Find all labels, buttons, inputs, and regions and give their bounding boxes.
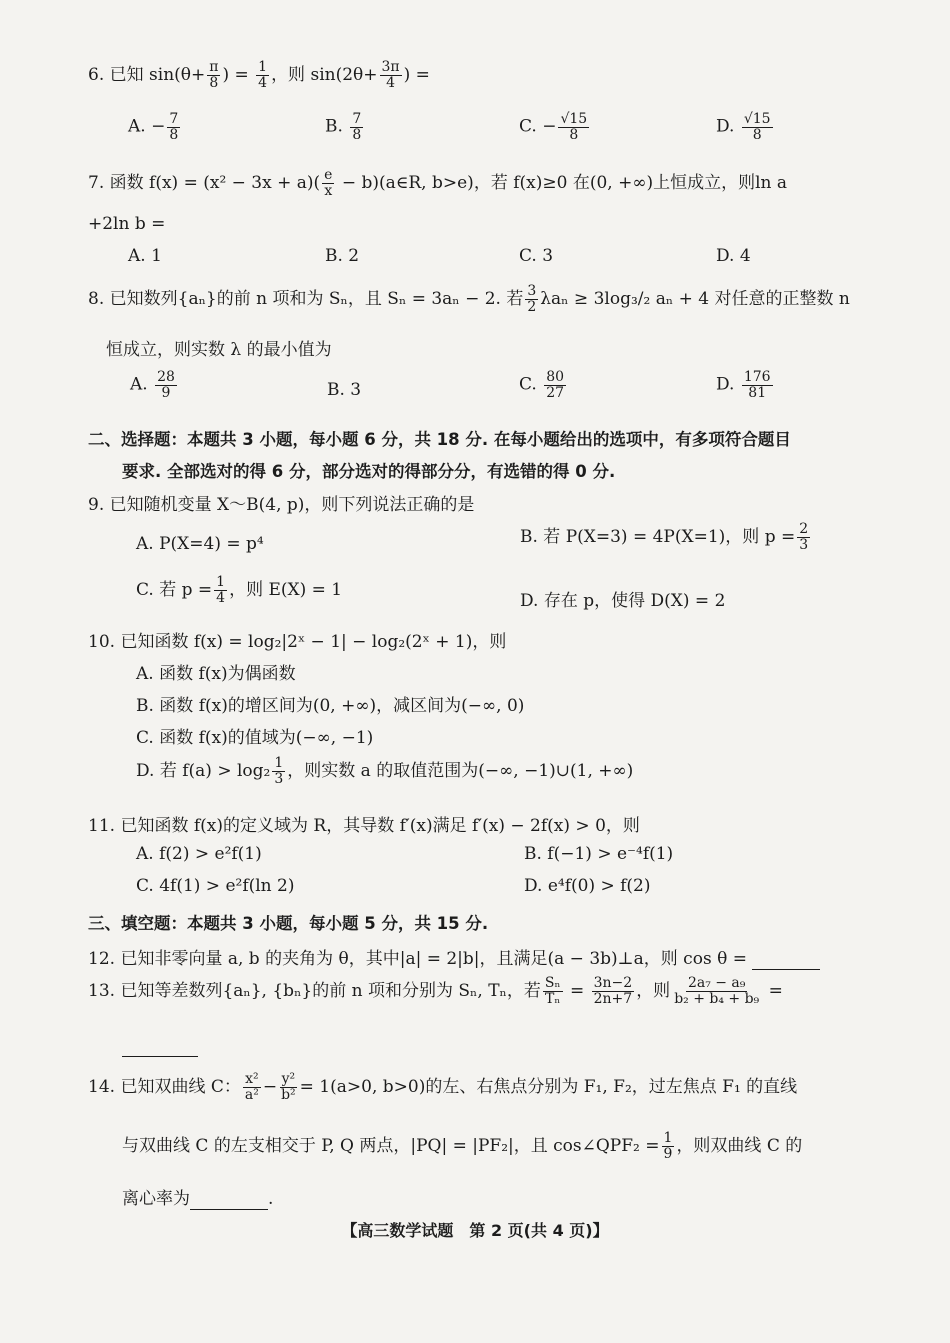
question-11-option-d: D. e⁴f(0) > f(2)	[524, 876, 651, 896]
answer-blank[interactable]	[190, 1189, 268, 1210]
question-8-option-d: D. $\frac{176}{81}$	[716, 369, 771, 401]
question-9-option-d: D. 存在 p，使得 D(X) = 2	[520, 591, 726, 611]
question-8-option-a: A. $\frac{28}{9}$	[130, 369, 175, 401]
section-2-heading-line2: 要求. 全部选对的得 6 分，部分选对的得部分分，有选错的得 0 分.	[122, 462, 616, 481]
fraction: $\frac{1}{9}$	[663, 1130, 673, 1162]
question-10-stem: 10. 已知函数 f(x) = log₂|2ˣ − 1| − log₂(2ˣ + 1)，则	[88, 632, 507, 652]
fraction: $\frac{3n-2}{2n+7}$	[593, 975, 633, 1007]
question-10-option-a: A. 函数 f(x)为偶函数	[136, 664, 296, 684]
question-13-answer-line	[122, 1036, 880, 1057]
fraction: $\frac{3\pi}{4}$	[381, 59, 400, 91]
fraction: $\frac{\text{y²}}{\text{b²}}$	[281, 1071, 296, 1103]
question-9-option-b: B. 若 P(X=3) = 4P(X=1)，则 p = $\frac{2}{3}$	[520, 521, 809, 553]
question-7-stem-line2: +2ln b =	[88, 214, 166, 234]
question-8-option-c: C. $\frac{80}{27}$	[519, 369, 565, 401]
fraction: $\frac{1}{4}$	[258, 59, 268, 91]
question-6-option-d: D. $\frac{√15}{8}$	[716, 111, 771, 143]
answer-blank[interactable]	[752, 949, 820, 970]
question-9-option-c: C. 若 p = $\frac{1}{4}$ ，则 E(X) = 1	[136, 574, 343, 606]
page-footer: 【高三数学试题 第 2 页(共 4 页)】	[341, 1221, 609, 1240]
question-7-option-d: D. 4	[716, 246, 751, 266]
fraction: $\frac{\text{Sₙ}}{\text{Tₙ}}$	[544, 975, 561, 1007]
question-7-stem: 7. 函数 f(x) = (x² − 3x + a)( $\frac{e}{x}$ − b)(a∈R, b>e)，若 f(x)≥0 在(0, +∞)上恒成立，则ln a	[88, 167, 788, 199]
question-6-stem: 6. 已知 sin(θ+ $\frac{\pi}{8}$ ) = $\frac{1}{4}$ ，则 sin(2θ+ $\frac{3\pi}{4}$ ) =	[88, 59, 430, 91]
fraction: $\frac{3}{2}$	[527, 283, 537, 315]
question-14-stem: 14. 已知双曲线 C： $\frac{\text{x²}}{\text{a²}}$ − $\frac{\text{y²}}{\text{b²}}$ = 1(a>0, b>0)的左、右焦点分别为 F₁, F₂，过左焦点 F₁ 的直线	[88, 1071, 798, 1103]
question-8-option-b: B. 3	[327, 380, 362, 400]
fraction: $\frac{\text{x²}}{\text{a²}}$	[244, 1071, 259, 1103]
question-11-stem: 11. 已知函数 f(x)的定义域为 R，其导数 f′(x)满足 f′(x) − 2f(x) > 0，则	[88, 816, 640, 836]
question-10-option-d: D. 若 f(a) > log₂ $\frac{1}{3}$ ，则实数 a 的取值范围为(−∞, −1)∪(1, +∞)	[136, 755, 634, 787]
fraction: $\frac{\text{2a₇ − a₉}}{\text{b₂ + b₄ + b₉}}$	[674, 975, 760, 1007]
question-12-stem: 12. 已知非零向量 a, b 的夹角为 θ，其中|a| = 2|b|，且满足(a − 3b)⊥a，则 cos θ =	[88, 944, 880, 970]
question-11-option-a: A. f(2) > e²f(1)	[136, 844, 262, 864]
question-9-option-a: A. P(X=4) = p⁴	[136, 534, 264, 554]
question-9-stem: 9. 已知随机变量 X～B(4, p)，则下列说法正确的是	[88, 495, 475, 515]
question-10-option-b: B. 函数 f(x)的增区间为(0, +∞)，减区间为(−∞, 0)	[136, 696, 525, 716]
question-11-option-c: C. 4f(1) > e²f(ln 2)	[136, 876, 295, 896]
question-7-option-a: A. 1	[128, 246, 162, 266]
question-6-option-a: A. − $\frac{7}{8}$	[128, 111, 179, 143]
section-2-heading: 二、选择题：本题共 3 小题，每小题 6 分，共 18 分. 在每小题给出的选项中，有多项符合题目	[88, 430, 791, 449]
answer-blank[interactable]	[122, 1036, 198, 1057]
question-14-stem-line2: 与双曲线 C 的左支相交于 P, Q 两点，|PQ| = |PF₂|，且 cos∠QPF₂ = $\frac{1}{9}$ ，则双曲线 C 的	[122, 1130, 803, 1162]
question-10-option-c: C. 函数 f(x)的值域为(−∞, −1)	[136, 728, 374, 748]
question-6-option-b: B. $\frac{7}{8}$	[325, 111, 362, 143]
question-8-stem-line2: 恒成立，则实数 λ 的最小值为	[106, 340, 332, 360]
section-3-heading: 三、填空题：本题共 3 小题，每小题 5 分，共 15 分.	[88, 914, 489, 933]
question-13-stem: 13. 已知等差数列{aₙ}, {bₙ}的前 n 项和分别为 Sₙ, Tₙ，若 $\frac{\text{Sₙ}}{\text{Tₙ}}$ = $\frac{3n-2}{2n+7}$ ，则 $\frac{\text{2a₇ − a₉}}{\text{b₂ + b₄ + b₉}}$ =	[88, 975, 783, 1007]
fraction: $\frac{e}{x}$	[324, 167, 333, 199]
fraction: $\frac{\pi}{8}$	[209, 59, 219, 91]
question-8-stem: 8. 已知数列{aₙ}的前 n 项和为 Sₙ，且 Sₙ = 3aₙ − 2. 若 $\frac{3}{2}$ λaₙ ≥ 3log₃/₂ aₙ + 4 对任意的正整数 n	[88, 283, 850, 315]
question-11-option-b: B. f(−1) > e⁻⁴f(1)	[524, 844, 674, 864]
question-6-option-c: C. − $\frac{√15}{8}$	[519, 111, 588, 143]
question-7-option-c: C. 3	[519, 246, 554, 266]
question-7-option-b: B. 2	[325, 246, 360, 266]
question-14-stem-line3: 离心率为 .	[122, 1189, 274, 1209]
text: 6. 已知 sin(θ+	[88, 65, 206, 85]
